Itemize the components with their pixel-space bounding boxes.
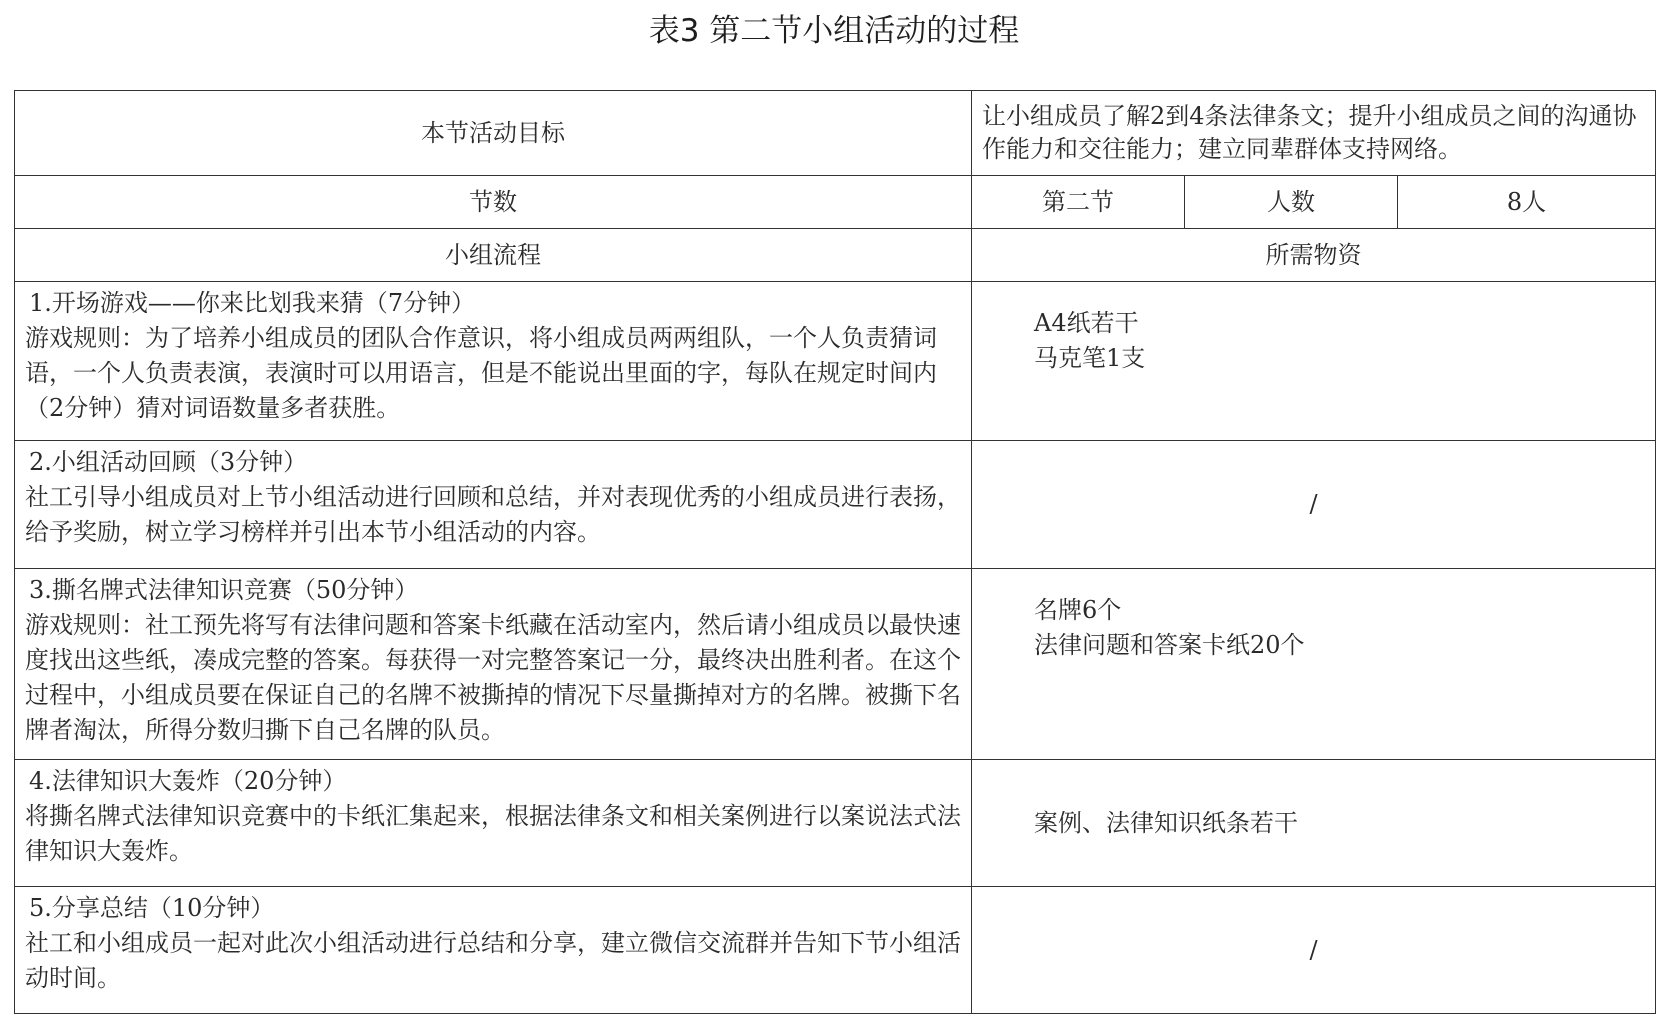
- session-label: 节数: [15, 176, 972, 229]
- goal-value: 让小组成员了解2到4条法律条文；提升小组成员之间的沟通协作能力和交往能力；建立同辈群体支持网络。: [972, 91, 1656, 176]
- process-label: 小组流程: [15, 229, 972, 282]
- table-row: [15, 887, 1656, 1014]
- step-cell: [15, 441, 972, 569]
- table-row: [15, 282, 1656, 441]
- materials-label: 所需物资: [972, 229, 1656, 282]
- material-item: 名牌6个: [1034, 596, 1122, 624]
- step-title: 5.分享总结（10分钟）: [29, 894, 275, 922]
- session-row: [15, 176, 1656, 229]
- step-cell: [15, 760, 972, 887]
- material-item: 马克笔1支: [1034, 344, 1146, 372]
- step-cell: [15, 282, 972, 441]
- step-desc: 社工引导小组成员对上节小组活动进行回顾和总结，并对表现优秀的小组成员进行表扬，给予奖励，树立学习榜样并引出本节小组活动的内容。: [25, 483, 961, 546]
- step-title: 2.小组活动回顾（3分钟）: [29, 448, 308, 476]
- step-cell: [15, 887, 972, 1014]
- table-row: [15, 760, 1656, 887]
- material-item: 案例、法律知识纸条若干: [1034, 808, 1298, 837]
- step-title: 3.撕名牌式法律知识竞赛（50分钟）: [29, 576, 419, 604]
- materials-none: /: [972, 441, 1656, 569]
- step-title: 1.开场游戏——你来比划我来猜（7分钟）: [29, 289, 476, 317]
- materials-none: /: [972, 887, 1656, 1014]
- step-title: 4.法律知识大轰炸（20分钟）: [29, 767, 347, 795]
- session-value: 第二节: [972, 176, 1185, 229]
- materials-cell: [972, 760, 1656, 887]
- step-desc: 游戏规则：社工预先将写有法律问题和答案卡纸藏在活动室内，然后请小组成员以最快速度找出这些纸，凑成完整的答案。每获得一对完整答案记一分，最终决出胜利者。在这个过程中，小组成员要在保证自己的名牌不被撕掉的情况下尽量撕掉对方的名牌。被撕下名牌者淘汰，所得分数归撕下自己名牌的队员。: [25, 611, 961, 744]
- activity-table: [14, 90, 1656, 1014]
- goal-label: 本节活动目标: [15, 91, 972, 176]
- material-item: 法律问题和答案卡纸20个: [1034, 631, 1305, 659]
- people-value: 8人: [1398, 176, 1656, 229]
- material-item: A4纸若干: [1034, 309, 1139, 337]
- page-title: 表3 第二节小组活动的过程: [648, 13, 1020, 49]
- column-header-row: [15, 229, 1656, 282]
- goal-row: [15, 91, 1656, 176]
- table-row: [15, 569, 1656, 760]
- materials-cell: [972, 282, 1656, 441]
- step-desc: 社工和小组成员一起对此次小组活动进行总结和分享，建立微信交流群并告知下节小组活动时间。: [25, 929, 961, 992]
- people-label: 人数: [1185, 176, 1398, 229]
- step-desc: 游戏规则：为了培养小组成员的团队合作意识，将小组成员两两组队，一个人负责猜词语，一个人负责表演，表演时可以用语言，但是不能说出里面的字，每队在规定时间内（2分钟）猜对词语数量多者获胜。: [25, 324, 937, 422]
- step-desc: 将撕名牌式法律知识竞赛中的卡纸汇集起来，根据法律条文和相关案例进行以案说法式法律知识大轰炸。: [25, 802, 961, 865]
- table-row: [15, 441, 1656, 569]
- step-cell: [15, 569, 972, 760]
- materials-cell: [972, 569, 1656, 760]
